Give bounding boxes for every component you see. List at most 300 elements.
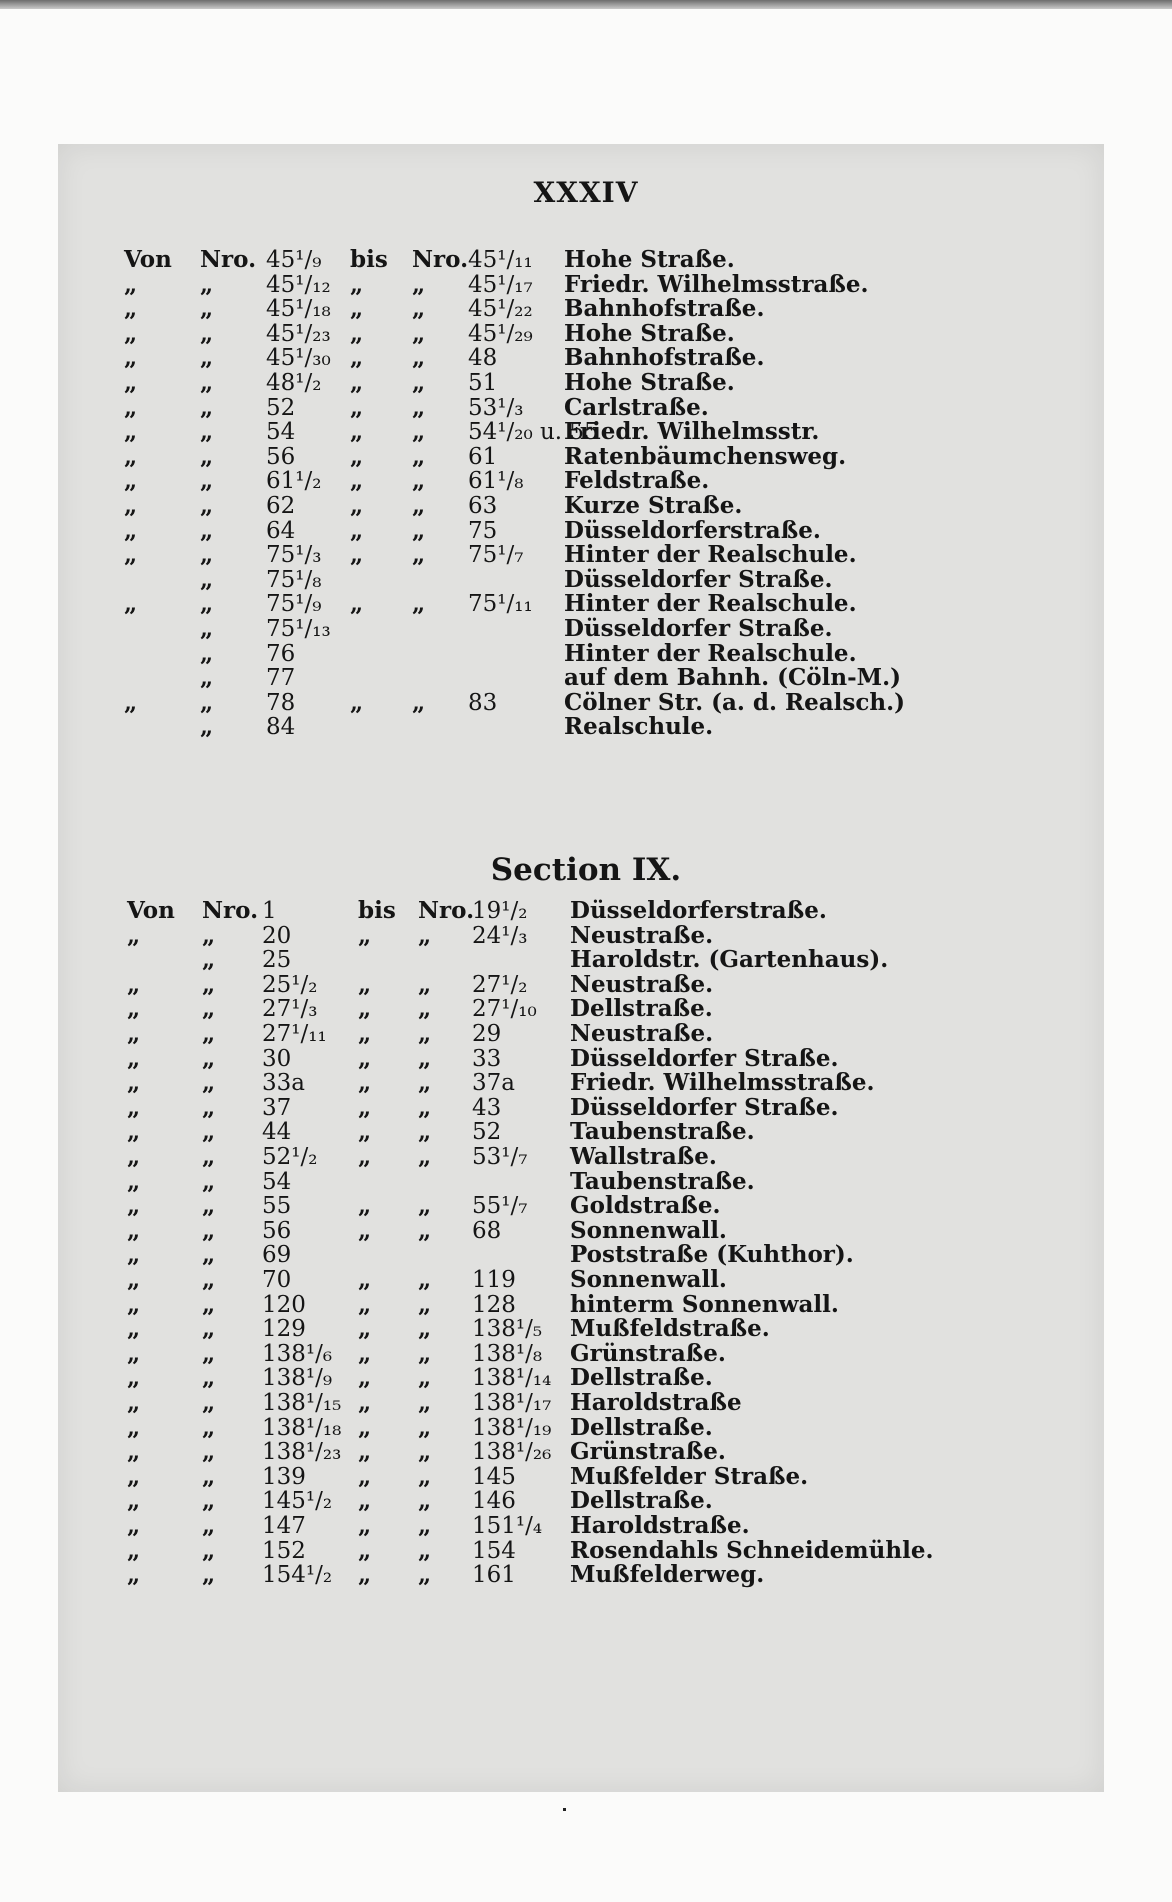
cell-nro: „ xyxy=(200,344,214,372)
cell-nro2: „ xyxy=(412,541,426,569)
cell-from: 45¹/₂₃ xyxy=(266,320,331,347)
cell-nro2: „ xyxy=(412,418,426,446)
cell-to: 146 xyxy=(472,1488,516,1515)
cell-nro: „ xyxy=(202,1364,216,1392)
cell-von: „ xyxy=(127,1192,141,1220)
cell-bis: „ xyxy=(358,1315,372,1343)
cell-to: 61 xyxy=(468,443,498,470)
cell-street: Carlstraße. xyxy=(564,393,709,421)
cell-nro2: „ xyxy=(412,467,426,495)
cell-nro2: „ xyxy=(412,270,426,298)
cell-to: 27¹/₁₀ xyxy=(472,996,537,1023)
cell-nro2: „ xyxy=(418,1561,432,1589)
cell-street: auf dem Bahnh. (Cöln-M.) xyxy=(564,664,901,692)
cell-from: 55 xyxy=(262,1193,292,1220)
cell-from: 54 xyxy=(262,1168,292,1195)
cell-bis: „ xyxy=(358,1044,372,1072)
cell-von: „ xyxy=(124,418,138,446)
cell-to: 138¹/₁₉ xyxy=(472,1414,552,1441)
cell-from: 52 xyxy=(266,394,296,421)
cell-to: 45¹/₂₉ xyxy=(468,320,533,347)
cell-nro: „ xyxy=(200,319,214,347)
cell-bis: „ xyxy=(350,344,364,372)
cell-bis: „ xyxy=(358,921,372,949)
cell-street: Hinter der Realschule. xyxy=(564,590,857,618)
cell-bis: bis xyxy=(350,246,388,273)
cell-nro: „ xyxy=(200,590,214,618)
cell-von: „ xyxy=(124,516,138,544)
cell-street: Haroldstr. (Gartenhaus). xyxy=(570,946,889,974)
cell-street: Sonnenwall. xyxy=(570,1266,727,1293)
cell-nro: „ xyxy=(202,1438,216,1466)
cell-nro2: „ xyxy=(418,1266,432,1293)
section-title: Section IX. xyxy=(490,852,682,888)
cell-von: „ xyxy=(127,1438,141,1466)
table-row xyxy=(0,1560,1172,1590)
cell-bis: „ xyxy=(358,1192,372,1220)
cell-to: 75¹/₁₁ xyxy=(468,591,533,618)
cell-nro2: „ xyxy=(412,369,426,396)
cell-street: Dellstraße. xyxy=(570,1413,713,1441)
cell-bis: „ xyxy=(358,1462,372,1490)
cell-von: „ xyxy=(127,1143,141,1170)
cell-bis: bis xyxy=(358,897,396,924)
cell-street: Mußfelder Straße. xyxy=(570,1462,809,1490)
cell-to: 37a xyxy=(472,1070,515,1097)
cell-nro: „ xyxy=(200,393,214,421)
cell-street: Wallstraße. xyxy=(570,1143,717,1170)
cell-street: Goldstraße. xyxy=(570,1192,721,1220)
cell-nro: Nro. xyxy=(200,246,257,273)
cell-from: 75¹/₈ xyxy=(266,566,322,593)
cell-from: 1 xyxy=(262,898,277,924)
cell-nro2: „ xyxy=(418,1413,432,1441)
cell-nro2: „ xyxy=(412,319,426,347)
cell-nro2: „ xyxy=(418,1020,432,1047)
cell-von: „ xyxy=(127,1093,141,1121)
cell-nro: „ xyxy=(202,1561,216,1589)
cell-bis: „ xyxy=(350,270,364,298)
cell-von: „ xyxy=(127,1118,141,1146)
cell-von: „ xyxy=(124,442,138,470)
cell-to: 43 xyxy=(472,1094,502,1121)
cell-bis: „ xyxy=(358,1290,372,1318)
cell-to: 52 xyxy=(472,1119,502,1146)
cell-nro2: „ xyxy=(418,1069,432,1097)
cell-street: Hinter der Realschule. xyxy=(564,639,857,667)
cell-von: „ xyxy=(127,1413,141,1441)
cell-from: 138¹/₁₅ xyxy=(262,1390,342,1416)
cell-to: 19¹/₂ xyxy=(472,898,528,924)
print-mark xyxy=(563,1808,566,1811)
cell-nro2: „ xyxy=(418,1118,432,1146)
cell-von: „ xyxy=(127,1044,141,1072)
cell-to: 145 xyxy=(472,1463,516,1490)
cell-nro: „ xyxy=(202,1413,216,1441)
cell-from: 77 xyxy=(266,665,296,692)
cell-bis: „ xyxy=(358,1512,372,1539)
cell-street: Düsseldorferstraße. xyxy=(564,516,821,544)
cell-bis: „ xyxy=(350,319,364,347)
cell-street: Taubenstraße. xyxy=(570,1118,755,1146)
cell-to: 128 xyxy=(472,1291,516,1318)
cell-von: „ xyxy=(127,1167,141,1195)
cell-nro: „ xyxy=(202,1487,216,1515)
cell-bis: „ xyxy=(358,1093,372,1121)
cell-to: 161 xyxy=(472,1562,516,1589)
cell-von: „ xyxy=(127,1487,141,1515)
cell-to: 151¹/₄ xyxy=(472,1513,543,1539)
cell-street: Taubenstraße. xyxy=(570,1167,755,1195)
cell-from: 138¹/₁₈ xyxy=(262,1414,342,1441)
cell-nro: „ xyxy=(200,467,214,495)
cell-from: 75¹/₁₃ xyxy=(266,616,331,642)
cell-von: „ xyxy=(124,369,138,396)
cell-von: „ xyxy=(127,1561,141,1589)
cell-from: 54 xyxy=(266,419,296,446)
cell-street: Bahnhofstraße. xyxy=(564,295,765,323)
cell-from: 45¹/₃₀ xyxy=(266,345,331,372)
cell-nro2: „ xyxy=(418,1536,432,1564)
cell-to: 51 xyxy=(468,370,498,396)
cell-nro: „ xyxy=(202,970,216,998)
cell-nro: „ xyxy=(202,1339,216,1367)
page-top-edge xyxy=(0,0,1172,9)
cell-from: 69 xyxy=(262,1242,292,1269)
cell-nro2: „ xyxy=(412,393,426,421)
cell-nro2: „ xyxy=(418,1044,432,1072)
cell-to: 119 xyxy=(472,1267,516,1293)
cell-from: 61¹/₂ xyxy=(266,468,322,495)
cell-nro2: „ xyxy=(412,442,426,470)
cell-nro: „ xyxy=(200,418,214,446)
cell-from: 75¹/₃ xyxy=(266,542,322,569)
cell-nro: Nro. xyxy=(202,897,259,924)
cell-to: 48 xyxy=(468,345,498,372)
cell-nro: „ xyxy=(202,1020,216,1047)
cell-bis: „ xyxy=(350,369,364,396)
cell-nro: „ xyxy=(202,1069,216,1097)
cell-street: Hohe Straße. xyxy=(564,319,735,347)
cell-nro2: „ xyxy=(418,1216,432,1244)
cell-von: „ xyxy=(127,1020,141,1047)
cell-to: 24¹/₃ xyxy=(472,922,528,949)
cell-bis: „ xyxy=(358,1216,372,1244)
cell-bis: „ xyxy=(358,1069,372,1097)
cell-nro: „ xyxy=(200,713,214,741)
cell-from: 75¹/₉ xyxy=(266,591,322,618)
cell-to: 27¹/₂ xyxy=(472,971,528,998)
cell-to: 45¹/₂₂ xyxy=(468,296,533,323)
cell-von: „ xyxy=(124,590,138,618)
cell-to: 83 xyxy=(468,689,498,716)
cell-from: 154¹/₂ xyxy=(262,1562,333,1589)
cell-street: Düsseldorfer Straße. xyxy=(564,615,833,642)
cell-street: Hohe Straße. xyxy=(564,369,735,396)
cell-street: Cölner Str. (a. d. Realsch.) xyxy=(564,688,905,716)
cell-nro2: Nro. xyxy=(412,246,469,273)
cell-from: 48¹/₂ xyxy=(266,370,322,396)
cell-to: 54¹/₂₀ u. 55 xyxy=(468,419,599,446)
cell-nro: „ xyxy=(200,639,214,667)
cell-nro: „ xyxy=(202,1118,216,1146)
cell-bis: „ xyxy=(350,393,364,421)
cell-to: 138¹/₁₄ xyxy=(472,1365,552,1392)
cell-nro2: „ xyxy=(418,1364,432,1392)
cell-from: 37 xyxy=(262,1094,292,1121)
cell-bis: „ xyxy=(358,1020,372,1047)
cell-nro: „ xyxy=(202,995,216,1023)
cell-nro: „ xyxy=(202,921,216,949)
cell-bis: „ xyxy=(358,1413,372,1441)
cell-to: 63 xyxy=(468,493,498,519)
cell-to: 45¹/₁₇ xyxy=(468,271,533,298)
cell-street: Düsseldorferstraße. xyxy=(570,897,827,924)
cell-from: 138¹/₆ xyxy=(262,1340,333,1367)
cell-from: 56 xyxy=(266,443,296,470)
cell-from: 84 xyxy=(266,714,296,741)
cell-von: „ xyxy=(127,1536,141,1564)
cell-nro2: „ xyxy=(418,1438,432,1466)
cell-street: Düsseldorfer Straße. xyxy=(570,1093,839,1121)
cell-street: hinterm Sonnenwall. xyxy=(570,1290,839,1318)
cell-von: „ xyxy=(127,921,141,949)
cell-street: Friedr. Wilhelmsstraße. xyxy=(570,1069,875,1097)
cell-street: Hohe Straße. xyxy=(564,246,735,273)
cell-von: „ xyxy=(124,492,138,519)
cell-nro2: „ xyxy=(412,688,426,716)
cell-from: 62 xyxy=(266,493,296,519)
cell-street: Haroldstraße. xyxy=(570,1512,750,1539)
cell-street: Dellstraße. xyxy=(570,995,713,1023)
cell-nro2: „ xyxy=(418,921,432,949)
cell-nro2: „ xyxy=(412,344,426,372)
cell-from: 25¹/₂ xyxy=(262,971,318,998)
cell-from: 45¹/₁₂ xyxy=(266,271,331,298)
cell-von: „ xyxy=(124,688,138,716)
cell-from: 70 xyxy=(262,1267,292,1293)
cell-street: Düsseldorfer Straße. xyxy=(564,565,833,593)
cell-from: 76 xyxy=(266,640,296,667)
cell-nro2: „ xyxy=(412,492,426,519)
cell-street: Grünstraße. xyxy=(570,1339,726,1367)
cell-street: Hinter der Realschule. xyxy=(564,541,857,569)
cell-from: 33a xyxy=(262,1070,305,1097)
cell-street: Mußfelderweg. xyxy=(570,1561,765,1589)
cell-street: Bahnhofstraße. xyxy=(564,344,765,372)
cell-to: 55¹/₇ xyxy=(472,1193,528,1220)
cell-street: Neustraße. xyxy=(570,921,714,949)
cell-from: 20 xyxy=(262,922,292,949)
cell-to: 138¹/₂₆ xyxy=(472,1439,552,1466)
cell-bis: „ xyxy=(358,1561,372,1589)
cell-street: Ratenbäumchensweg. xyxy=(564,442,847,470)
table-row xyxy=(0,712,1172,742)
cell-nro2: „ xyxy=(418,1339,432,1367)
cell-bis: „ xyxy=(350,688,364,716)
cell-nro2: „ xyxy=(418,1192,432,1220)
cell-von: „ xyxy=(127,1290,141,1318)
cell-von: „ xyxy=(124,270,138,298)
cell-von: „ xyxy=(127,1364,141,1392)
cell-nro2: „ xyxy=(418,1389,432,1416)
cell-to: 138¹/₁₇ xyxy=(472,1390,552,1416)
cell-nro2: Nro. xyxy=(418,897,475,924)
cell-bis: „ xyxy=(350,590,364,618)
cell-nro: „ xyxy=(202,1241,216,1269)
cell-nro: „ xyxy=(202,1290,216,1318)
cell-nro: „ xyxy=(200,664,214,692)
cell-street: Haroldstraße xyxy=(570,1389,742,1416)
cell-nro: „ xyxy=(200,442,214,470)
cell-bis: „ xyxy=(358,1143,372,1170)
cell-bis: „ xyxy=(350,516,364,544)
cell-nro2: „ xyxy=(418,1462,432,1490)
cell-nro: „ xyxy=(200,492,214,519)
cell-bis: „ xyxy=(350,492,364,519)
cell-street: Dellstraße. xyxy=(570,1364,713,1392)
cell-nro: „ xyxy=(202,1266,216,1293)
cell-bis: „ xyxy=(358,1339,372,1367)
cell-von: „ xyxy=(124,541,138,569)
cell-nro: „ xyxy=(200,541,214,569)
cell-bis: „ xyxy=(358,1536,372,1564)
cell-von: „ xyxy=(124,467,138,495)
cell-bis: „ xyxy=(358,1389,372,1416)
cell-bis: „ xyxy=(350,442,364,470)
cell-von: „ xyxy=(127,1266,141,1293)
cell-nro: „ xyxy=(202,1192,216,1220)
cell-from: 147 xyxy=(262,1513,306,1539)
cell-von: Von xyxy=(124,246,172,273)
cell-from: 78 xyxy=(266,689,296,716)
cell-nro: „ xyxy=(200,369,214,396)
cell-from: 64 xyxy=(266,517,296,544)
cell-from: 52¹/₂ xyxy=(262,1144,318,1170)
cell-nro2: „ xyxy=(418,1512,432,1539)
cell-from: 145¹/₂ xyxy=(262,1488,333,1515)
cell-from: 129 xyxy=(262,1316,306,1343)
cell-nro: „ xyxy=(202,1167,216,1195)
cell-nro: „ xyxy=(202,1536,216,1564)
cell-street: Feldstraße. xyxy=(564,467,710,495)
cell-nro2: „ xyxy=(412,590,426,618)
cell-street: Poststraße (Kuhthor). xyxy=(570,1241,854,1269)
cell-nro: „ xyxy=(202,1315,216,1343)
cell-nro: „ xyxy=(200,516,214,544)
cell-street: Friedr. Wilhelmsstraße. xyxy=(564,270,869,298)
cell-to: 75¹/₇ xyxy=(468,542,524,569)
cell-to: 138¹/₅ xyxy=(472,1316,543,1343)
cell-from: 120 xyxy=(262,1291,306,1318)
cell-from: 138¹/₂₃ xyxy=(262,1439,342,1466)
cell-from: 44 xyxy=(262,1119,292,1146)
cell-von: „ xyxy=(127,1462,141,1490)
cell-nro: „ xyxy=(202,1512,216,1539)
cell-nro: „ xyxy=(200,565,214,593)
cell-nro: „ xyxy=(202,1462,216,1490)
cell-bis: „ xyxy=(358,1438,372,1466)
cell-to: 138¹/₈ xyxy=(472,1340,543,1367)
cell-nro: „ xyxy=(200,270,214,298)
cell-from: 30 xyxy=(262,1045,292,1072)
cell-street: Sonnenwall. xyxy=(570,1216,727,1244)
cell-from: 27¹/₁₁ xyxy=(262,1021,327,1047)
cell-von: „ xyxy=(124,393,138,421)
cell-street: Neustraße. xyxy=(570,1020,714,1047)
cell-street: Rosendahls Schneidemühle. xyxy=(570,1536,934,1564)
cell-street: Dellstraße. xyxy=(570,1487,713,1515)
cell-from: 139 xyxy=(262,1463,306,1490)
cell-bis: „ xyxy=(358,1266,372,1293)
cell-to: 53¹/₃ xyxy=(468,394,524,421)
cell-von: „ xyxy=(127,1512,141,1539)
cell-from: 152 xyxy=(262,1537,306,1564)
cell-nro: „ xyxy=(200,615,214,642)
cell-nro2: „ xyxy=(412,516,426,544)
cell-bis: „ xyxy=(358,1118,372,1146)
cell-von: Von xyxy=(127,897,175,924)
cell-to: 61¹/₈ xyxy=(468,468,524,495)
cell-bis: „ xyxy=(350,295,364,323)
cell-bis: „ xyxy=(358,1487,372,1515)
cell-street: Friedr. Wilhelmsstr. xyxy=(564,418,820,446)
cell-von: „ xyxy=(127,1389,141,1416)
cell-street: Kurze Straße. xyxy=(564,492,743,519)
cell-to: 75 xyxy=(468,517,498,544)
cell-nro: „ xyxy=(200,688,214,716)
cell-to: 45¹/₁₁ xyxy=(468,247,533,273)
cell-bis: „ xyxy=(358,995,372,1023)
cell-nro2: „ xyxy=(418,1143,432,1170)
cell-from: 45¹/₉ xyxy=(266,247,322,273)
cell-street: Mußfeldstraße. xyxy=(570,1315,770,1343)
cell-from: 27¹/₃ xyxy=(262,996,318,1023)
cell-to: 29 xyxy=(472,1021,502,1047)
cell-nro: „ xyxy=(202,946,216,974)
cell-bis: „ xyxy=(358,970,372,998)
cell-nro2: „ xyxy=(418,1093,432,1121)
cell-from: 25 xyxy=(262,947,292,974)
cell-street: Grünstraße. xyxy=(570,1438,726,1466)
cell-von: „ xyxy=(127,1216,141,1244)
cell-von: „ xyxy=(124,295,138,323)
cell-von: „ xyxy=(127,1315,141,1343)
cell-street: Neustraße. xyxy=(570,970,714,998)
cell-nro: „ xyxy=(202,1216,216,1244)
page-number: XXXIV xyxy=(533,176,639,209)
cell-to: 68 xyxy=(472,1217,502,1244)
cell-von: „ xyxy=(127,1339,141,1367)
cell-nro: „ xyxy=(200,295,214,323)
cell-street: Düsseldorfer Straße. xyxy=(570,1044,839,1072)
cell-von: „ xyxy=(127,995,141,1023)
cell-from: 45¹/₁₈ xyxy=(266,296,331,323)
cell-nro2: „ xyxy=(418,970,432,998)
cell-von: „ xyxy=(124,319,138,347)
cell-nro: „ xyxy=(202,1143,216,1170)
cell-street: Realschule. xyxy=(564,713,714,741)
cell-nro: „ xyxy=(202,1044,216,1072)
cell-from: 138¹/₉ xyxy=(262,1365,333,1392)
cell-von: „ xyxy=(127,1241,141,1269)
cell-nro2: „ xyxy=(418,1315,432,1343)
cell-to: 154 xyxy=(472,1537,516,1564)
cell-to: 53¹/₇ xyxy=(472,1144,528,1170)
cell-nro2: „ xyxy=(418,1487,432,1515)
cell-nro2: „ xyxy=(418,995,432,1023)
cell-von: „ xyxy=(127,970,141,998)
